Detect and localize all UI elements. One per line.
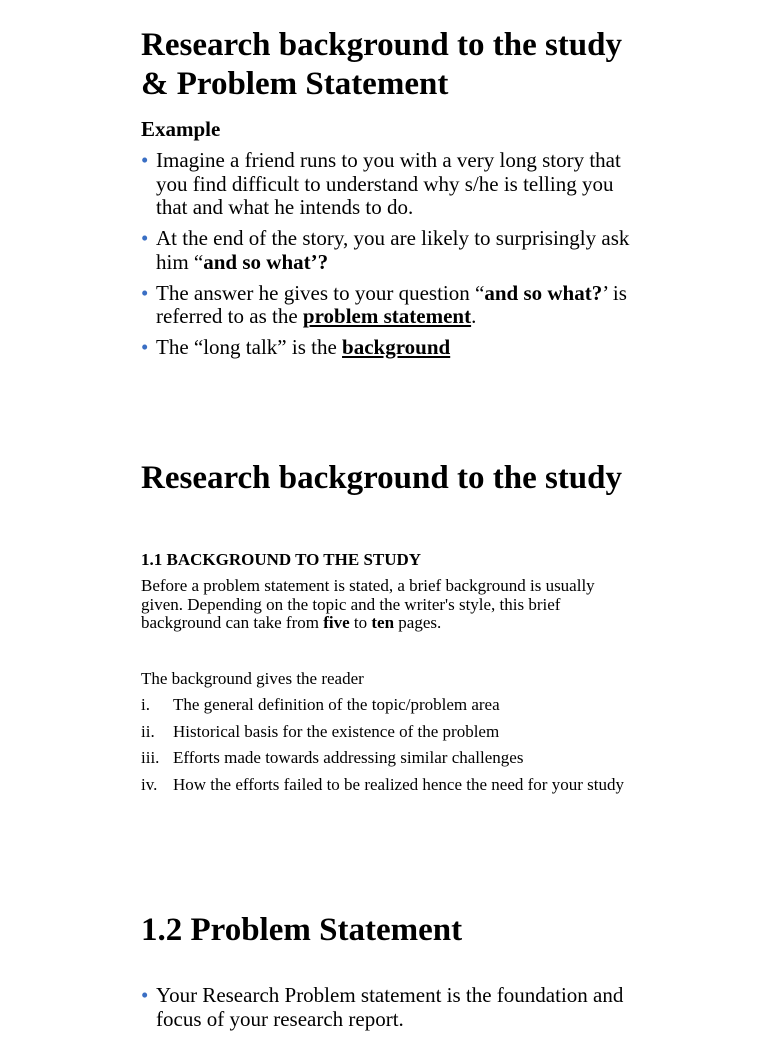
section-title-background: Research background to the study [141, 460, 622, 496]
bullet-text: The “long talk” is the [156, 335, 343, 359]
bullet-text: At the end of the story, you are likely to surprisingly ask him “ [156, 226, 630, 274]
bullet-dot-icon: • [141, 226, 149, 250]
bullet-dot-icon: • [141, 280, 149, 305]
paragraph-bold-ten: ten [371, 613, 395, 632]
subheading-background-to-study: 1.1 BACKGROUND TO THE STUDY [141, 550, 422, 569]
bold-underlined-text: problem statement [302, 304, 472, 328]
roman-list-item [141, 776, 631, 795]
roman-list-item [141, 696, 631, 715]
bold-underlined-text: background [342, 335, 451, 359]
paragraph-text: to [349, 613, 372, 632]
paragraph-bold-five: five [323, 613, 350, 632]
bold-text: and so what? [484, 280, 603, 305]
bullet-dot-icon: • [141, 148, 149, 172]
background-intro: The background gives the reader [141, 669, 364, 688]
roman-numeral: iv. [141, 774, 158, 794]
example-bullet-list [141, 149, 631, 367]
roman-list-item [141, 723, 631, 742]
bullet-text: Your Research Problem statement is the foundation and focus of your research report. [156, 983, 624, 1031]
background-paragraph [141, 577, 631, 633]
bold-text: and so what’? [203, 249, 329, 274]
roman-numeral: i. [141, 695, 150, 714]
bullet-item [141, 149, 631, 220]
bullet-dot-icon: • [141, 983, 149, 1007]
roman-list-text: How the efforts failed to be realized hence the need for your study [173, 774, 624, 794]
bullet-text: . [471, 304, 477, 328]
roman-list-text: The general definition of the topic/problem area [173, 695, 500, 714]
bullet-item [141, 282, 631, 329]
roman-numeral: ii. [141, 721, 155, 741]
roman-list-text: Historical basis for the existence of the problem [173, 721, 500, 741]
section-title-problem-statement: 1.2 Problem Statement [141, 912, 463, 948]
problem-statement-bullet-list [141, 984, 631, 1039]
section-title-background-and-problem: Research background to the study & Problem Statement [141, 27, 622, 102]
roman-list-text: Efforts made towards addressing similar challenges [173, 748, 524, 767]
example-label: Example [141, 117, 221, 141]
bullet-text: Imagine a friend runs to you with a very long story that you find difficult to understand why s/he is telling you that and what he intends to do. [156, 148, 621, 219]
bullet-text: The answer he gives to your question “ [156, 280, 485, 305]
paragraph-text: Before a problem statement is stated, a brief background is usually given. Depending on the topic and the writer's style, this brief background can take from [141, 576, 595, 632]
bullet-item [141, 336, 631, 360]
roman-numeral: iii. [141, 748, 160, 767]
bullet-dot-icon: • [141, 335, 149, 359]
roman-list-item [141, 749, 631, 768]
bullet-item [141, 227, 631, 274]
background-roman-list [141, 696, 631, 802]
bullet-text: ’ is referred to as the [156, 280, 627, 328]
paragraph-text: pages. [394, 613, 442, 632]
